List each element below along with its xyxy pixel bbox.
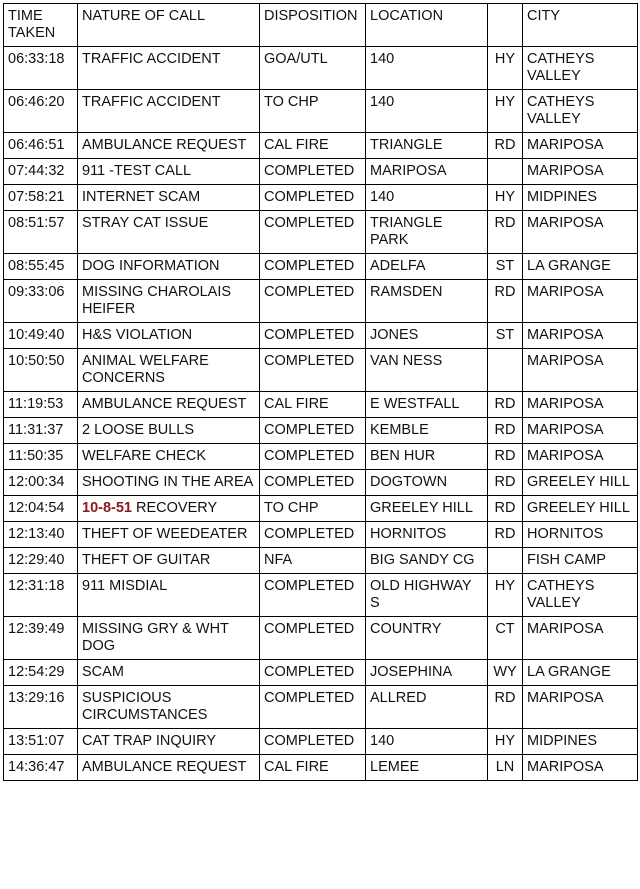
cell-nature-of-call: ANIMAL WELFARE CONCERNS bbox=[78, 349, 260, 392]
cell-disposition: CAL FIRE bbox=[260, 392, 366, 418]
cell-city: MIDPINES bbox=[523, 729, 638, 755]
cell-city: FISH CAMP bbox=[523, 548, 638, 574]
cell-location-suffix: RD bbox=[488, 686, 523, 729]
cell-location-suffix: RD bbox=[488, 392, 523, 418]
cell-location: ADELFA bbox=[366, 254, 488, 280]
table-row bbox=[4, 254, 638, 280]
cell-location-suffix: HY bbox=[488, 47, 523, 90]
cell-nature-of-call: AMBULANCE REQUEST bbox=[78, 133, 260, 159]
cell-disposition: CAL FIRE bbox=[260, 133, 366, 159]
cell-location: E WESTFALL bbox=[366, 392, 488, 418]
table-row bbox=[4, 522, 638, 548]
cell-time: 10:50:50 bbox=[4, 349, 78, 392]
cell-city: CATHEYS VALLEY bbox=[523, 47, 638, 90]
cell-location-suffix: HY bbox=[488, 90, 523, 133]
cell-location: MARIPOSA bbox=[366, 159, 488, 185]
cell-location-suffix: ST bbox=[488, 323, 523, 349]
cell-time: 12:29:40 bbox=[4, 548, 78, 574]
cell-nature-of-call: MISSING CHAROLAIS HEIFER bbox=[78, 280, 260, 323]
cell-location: COUNTRY bbox=[366, 617, 488, 660]
cell-city: LA GRANGE bbox=[523, 660, 638, 686]
cell-location-suffix bbox=[488, 548, 523, 574]
table-row bbox=[4, 47, 638, 90]
cell-nature-of-call: INTERNET SCAM bbox=[78, 185, 260, 211]
cell-location-suffix: HY bbox=[488, 574, 523, 617]
cell-time: 10:49:40 bbox=[4, 323, 78, 349]
cell-city: MARIPOSA bbox=[523, 133, 638, 159]
cell-city: MARIPOSA bbox=[523, 323, 638, 349]
cell-time: 11:31:37 bbox=[4, 418, 78, 444]
cell-location-suffix: HY bbox=[488, 729, 523, 755]
cell-location: BEN HUR bbox=[366, 444, 488, 470]
cell-location: TRIANGLE PARK bbox=[366, 211, 488, 254]
cell-location: VAN NESS bbox=[366, 349, 488, 392]
cell-disposition: COMPLETED bbox=[260, 185, 366, 211]
cell-time: 14:36:47 bbox=[4, 755, 78, 781]
table-row bbox=[4, 686, 638, 729]
cell-city: LA GRANGE bbox=[523, 254, 638, 280]
table-row bbox=[4, 548, 638, 574]
cell-time: 08:55:45 bbox=[4, 254, 78, 280]
table-row bbox=[4, 470, 638, 496]
cell-city: MARIPOSA bbox=[523, 686, 638, 729]
cell-time: 13:29:16 bbox=[4, 686, 78, 729]
table-row bbox=[4, 418, 638, 444]
header-row bbox=[4, 4, 638, 47]
cell-location: ALLRED bbox=[366, 686, 488, 729]
cell-location-suffix: RD bbox=[488, 418, 523, 444]
cell-disposition: COMPLETED bbox=[260, 211, 366, 254]
cell-time: 12:54:29 bbox=[4, 660, 78, 686]
cell-city: CATHEYS VALLEY bbox=[523, 574, 638, 617]
table-row bbox=[4, 185, 638, 211]
table-row bbox=[4, 574, 638, 617]
cell-location-suffix: RD bbox=[488, 211, 523, 254]
cell-location-suffix: RD bbox=[488, 444, 523, 470]
cell-disposition: COMPLETED bbox=[260, 617, 366, 660]
cell-location: JONES bbox=[366, 323, 488, 349]
cell-location: KEMBLE bbox=[366, 418, 488, 444]
table-row bbox=[4, 133, 638, 159]
cell-nature-of-call: H&S VIOLATION bbox=[78, 323, 260, 349]
cell-location-suffix: LN bbox=[488, 755, 523, 781]
cell-location-suffix: RD bbox=[488, 522, 523, 548]
table-row bbox=[4, 729, 638, 755]
cell-nature-of-call: TRAFFIC ACCIDENT bbox=[78, 90, 260, 133]
cell-nature-of-call: SHOOTING IN THE AREA bbox=[78, 470, 260, 496]
cell-location: DOGTOWN bbox=[366, 470, 488, 496]
cell-disposition: COMPLETED bbox=[260, 470, 366, 496]
table-row bbox=[4, 444, 638, 470]
cell-nature-of-call: 911 -TEST CALL bbox=[78, 159, 260, 185]
cell-location-suffix: RD bbox=[488, 470, 523, 496]
cell-city: MARIPOSA bbox=[523, 444, 638, 470]
cell-city: HORNITOS bbox=[523, 522, 638, 548]
cell-disposition: COMPLETED bbox=[260, 418, 366, 444]
header-suffix bbox=[488, 4, 523, 47]
cell-time: 12:00:34 bbox=[4, 470, 78, 496]
cell-city: MARIPOSA bbox=[523, 755, 638, 781]
cell-time: 06:46:51 bbox=[4, 133, 78, 159]
cell-city: MARIPOSA bbox=[523, 280, 638, 323]
cell-disposition: TO CHP bbox=[260, 496, 366, 522]
cell-location-suffix: WY bbox=[488, 660, 523, 686]
cell-location: 140 bbox=[366, 47, 488, 90]
cell-nature-of-call: SUSPICIOUS CIRCUMSTANCES bbox=[78, 686, 260, 729]
cell-location: GREELEY HILL bbox=[366, 496, 488, 522]
cell-disposition: COMPLETED bbox=[260, 522, 366, 548]
cell-location-suffix: HY bbox=[488, 185, 523, 211]
incident-code: 10-8-51 bbox=[82, 500, 132, 516]
cell-location-suffix: CT bbox=[488, 617, 523, 660]
header-nature-of-call: NATURE OF CALL bbox=[78, 4, 260, 47]
cell-time: 11:50:35 bbox=[4, 444, 78, 470]
cell-city: MARIPOSA bbox=[523, 159, 638, 185]
cell-nature-of-call: DOG INFORMATION bbox=[78, 254, 260, 280]
table-row bbox=[4, 392, 638, 418]
cell-disposition: COMPLETED bbox=[260, 444, 366, 470]
cell-location: 140 bbox=[366, 729, 488, 755]
cell-nature-of-call: CAT TRAP INQUIRY bbox=[78, 729, 260, 755]
cell-location-suffix: ST bbox=[488, 254, 523, 280]
cell-disposition: COMPLETED bbox=[260, 323, 366, 349]
cell-city: MARIPOSA bbox=[523, 349, 638, 392]
cell-location-suffix bbox=[488, 349, 523, 392]
cell-time: 06:33:18 bbox=[4, 47, 78, 90]
cell-time: 07:44:32 bbox=[4, 159, 78, 185]
table-row bbox=[4, 280, 638, 323]
cell-disposition: NFA bbox=[260, 548, 366, 574]
table-row bbox=[4, 159, 638, 185]
cell-time: 12:31:18 bbox=[4, 574, 78, 617]
cell-time: 06:46:20 bbox=[4, 90, 78, 133]
table-row bbox=[4, 755, 638, 781]
header-location: LOCATION bbox=[366, 4, 488, 47]
cell-disposition: TO CHP bbox=[260, 90, 366, 133]
table-row bbox=[4, 211, 638, 254]
cell-disposition: CAL FIRE bbox=[260, 755, 366, 781]
table-row bbox=[4, 323, 638, 349]
table-row bbox=[4, 90, 638, 133]
cell-location: 140 bbox=[366, 90, 488, 133]
cell-location: JOSEPHINA bbox=[366, 660, 488, 686]
cell-nature-of-call: 911 MISDIAL bbox=[78, 574, 260, 617]
cell-city: MARIPOSA bbox=[523, 418, 638, 444]
cell-time: 07:58:21 bbox=[4, 185, 78, 211]
cell-nature-of-call: THEFT OF WEEDEATER bbox=[78, 522, 260, 548]
cell-time: 09:33:06 bbox=[4, 280, 78, 323]
cell-city: MARIPOSA bbox=[523, 211, 638, 254]
cell-disposition: COMPLETED bbox=[260, 660, 366, 686]
table-row bbox=[4, 496, 638, 522]
cell-time: 08:51:57 bbox=[4, 211, 78, 254]
table-row bbox=[4, 617, 638, 660]
cell-time: 12:13:40 bbox=[4, 522, 78, 548]
cell-nature-of-call: SCAM bbox=[78, 660, 260, 686]
cell-city: MARIPOSA bbox=[523, 617, 638, 660]
header-time-taken: TIME TAKEN bbox=[4, 4, 78, 47]
table-row bbox=[4, 660, 638, 686]
header-disposition: DISPOSITION bbox=[260, 4, 366, 47]
cell-location-suffix: RD bbox=[488, 133, 523, 159]
cell-nature-of-call: WELFARE CHECK bbox=[78, 444, 260, 470]
cell-location: 140 bbox=[366, 185, 488, 211]
cell-disposition: COMPLETED bbox=[260, 159, 366, 185]
cell-location: HORNITOS bbox=[366, 522, 488, 548]
cell-nature-of-call: THEFT OF GUITAR bbox=[78, 548, 260, 574]
cell-nature-of-call: MISSING GRY & WHT DOG bbox=[78, 617, 260, 660]
cell-disposition: COMPLETED bbox=[260, 574, 366, 617]
table-row bbox=[4, 349, 638, 392]
cell-city: MARIPOSA bbox=[523, 392, 638, 418]
cell-time: 12:04:54 bbox=[4, 496, 78, 522]
cell-location: TRIANGLE bbox=[366, 133, 488, 159]
cell-location: LEMEE bbox=[366, 755, 488, 781]
cell-disposition: COMPLETED bbox=[260, 254, 366, 280]
call-log-table bbox=[3, 3, 638, 781]
cell-city: MIDPINES bbox=[523, 185, 638, 211]
cell-location-suffix: RD bbox=[488, 496, 523, 522]
cell-city: GREELEY HILL bbox=[523, 496, 638, 522]
cell-location: BIG SANDY CG bbox=[366, 548, 488, 574]
cell-disposition: COMPLETED bbox=[260, 729, 366, 755]
cell-disposition: COMPLETED bbox=[260, 280, 366, 323]
cell-city: CATHEYS VALLEY bbox=[523, 90, 638, 133]
cell-time: 11:19:53 bbox=[4, 392, 78, 418]
cell-location: OLD HIGHWAY S bbox=[366, 574, 488, 617]
cell-nature-of-call: 2 LOOSE BULLS bbox=[78, 418, 260, 444]
cell-disposition: COMPLETED bbox=[260, 349, 366, 392]
cell-nature-of-call: AMBULANCE REQUEST bbox=[78, 755, 260, 781]
cell-location-suffix bbox=[488, 159, 523, 185]
cell-nature-of-call: TRAFFIC ACCIDENT bbox=[78, 47, 260, 90]
cell-city: GREELEY HILL bbox=[523, 470, 638, 496]
cell-nature-of-call: AMBULANCE REQUEST bbox=[78, 392, 260, 418]
cell-time: 13:51:07 bbox=[4, 729, 78, 755]
cell-disposition: GOA/UTL bbox=[260, 47, 366, 90]
header-city: CITY bbox=[523, 4, 638, 47]
cell-location: RAMSDEN bbox=[366, 280, 488, 323]
nature-text: RECOVERY bbox=[131, 500, 218, 516]
cell-disposition: COMPLETED bbox=[260, 686, 366, 729]
cell-nature-of-call: STRAY CAT ISSUE bbox=[78, 211, 260, 254]
cell-time: 12:39:49 bbox=[4, 617, 78, 660]
cell-location-suffix: RD bbox=[488, 280, 523, 323]
cell-nature-of-call bbox=[78, 496, 260, 522]
